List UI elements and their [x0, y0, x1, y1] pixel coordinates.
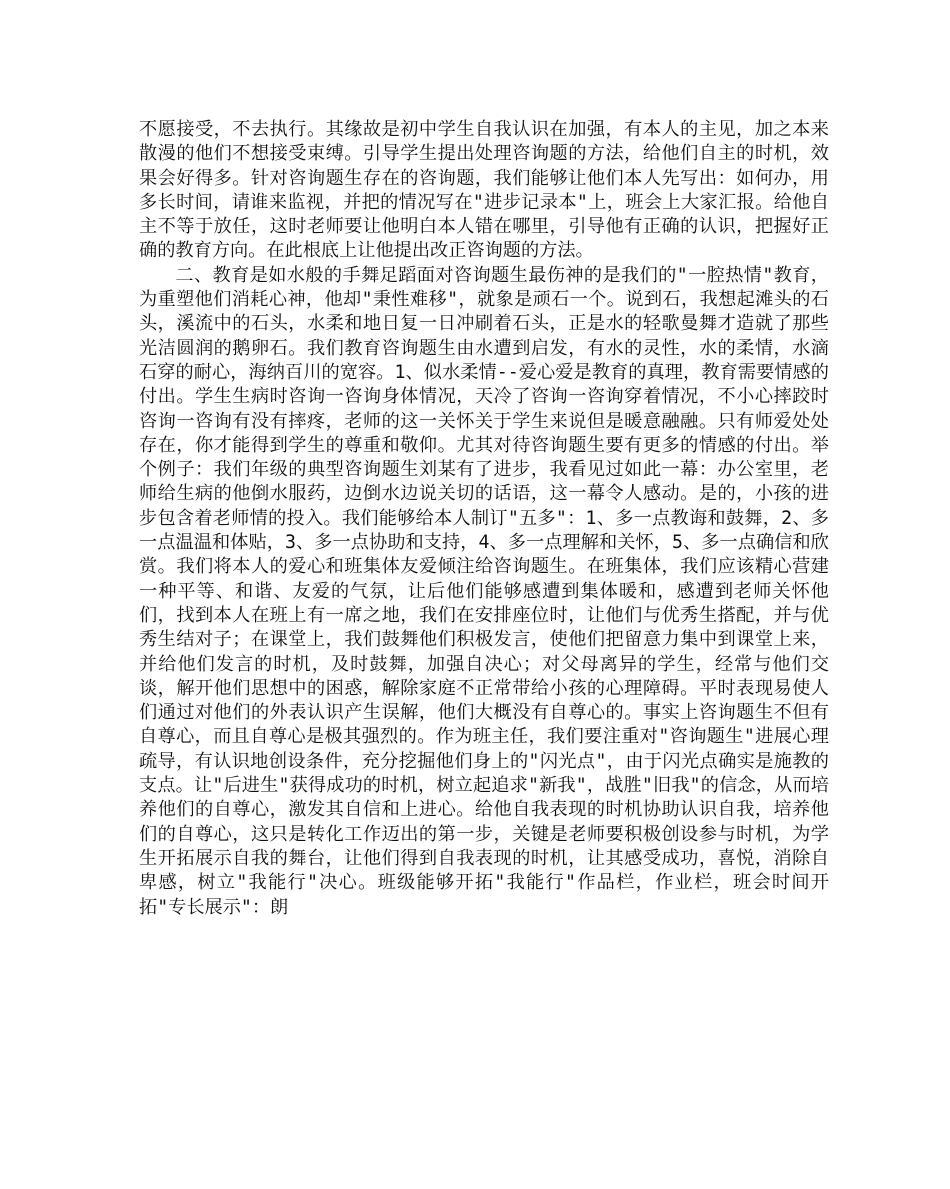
- paragraph-section-two: 二、教育是如水般的手舞足蹈面对咨询题生最伤神的是我们的"一腔热情"教育，为重塑他们消耗心神，他却"秉性难移"，就象是顽石一个。说到石，我想起滩头的石头，溪流中的石头，水柔和地日复一日冲刷着石头，正是水的轻歌曼舞才造就了那些光洁圆润的鹅卵石。我们教育咨询题生由水遭到启发，有水的灵性，水的柔情，水滴石穿的耐心，海纳百川的宽容。1、似水柔情--爱心爱是教育的真理，教育需要情感的付出。学生生病时咨询一咨询身体情况，天冷了咨询一咨询穿着情况，不小心摔跤时咨询一咨询有没有摔疼，老师的这一关怀关于学生来说但是暖意融融。只有师爱处处存在，你才能得到学生的尊重和敬仰。尤其对待咨询题生要有更多的情感的付出。举个例子：我们年级的典型咨询题生刘某有了进步，我看见过如此一幕：办公室里，老师给生病的他倒水服药，边倒水边说关切的话语，这一幕令人感动。是的，小孩的进步包含着老师情的投入。我们能够给本人制订"五多"：1、多一点教诲和鼓舞，2、多一点温温和体贴，3、多一点协助和支持，4、多一点理解和关怀，5、多一点确信和欣赏。我们将本人的爱心和班集体友爱倾注给咨询题生。在班集体，我们应该精心营建一种平等、和谐、友爱的气氛，让后他们能够感遭到集体暖和，感遭到老师关怀他们，找到本人在班上有一席之地，我们在安排座位时，让他们与优秀生搭配，并与优秀生结对子；在课堂上，我们鼓舞他们积极发言，使他们把留意力集中到课堂上来，并给他们发言的时机，及时鼓舞，加强自决心；对父母离异的学生，经常与他们交谈，解开他们思想中的困惑，解除家庭不正常带给小孩的心理障碍。平时表现易使人们通过对他们的外表认识产生误解，他们大概没有自尊心的。事实上咨询题生不但有自尊心，而且自尊心是极其强烈的。作为班主任，我们要注重对"咨询题生"进展心理疏导，有认识地创设条件，充分挖掘他们身上的"闪光点"，由于闪光点确实是施教的支点。让"后进生"获得成功的时机，树立起追求"新我"，战胜"旧我"的信念，从而培养他们的自尊心，激发其自信和上进心。给他自我表现的时机协助认识自我，培养他们的自尊心，这只是转化工作迈出的第一步，关键是老师要积极创设参与时机，为学生开拓展示自我的舞台，让他们得到自我表现的时机，让其感受成功，喜悦，消除自卑感，树立"我能行"决心。班级能够开拓"我能行"作品栏，作业栏，班会时间开拓"专长展示"：朗: [139, 264, 829, 918]
- paragraph-continuation: 不愿接受，不去执行。其缘故是初中学生自我认识在加强，有本人的主见，加之本来散漫的他们不想接受束缚。引导学生提出处理咨询题的方法，给他们自主的时机，效果会好得多。针对咨询题生存在的咨询题，我们能够让他们本人先写出：如何办，用多长时间，请谁来监视，并把的情况写在"进步记录本"上，班会上大家汇报。给他自主不等于放任，这时老师要让他明白本人错在哪里，引导他有正确的认识，把握好正确的教育方向。在此根底上让他提出改正咨询题的方法。: [139, 119, 829, 262]
- document-page: [139, 118, 829, 920]
